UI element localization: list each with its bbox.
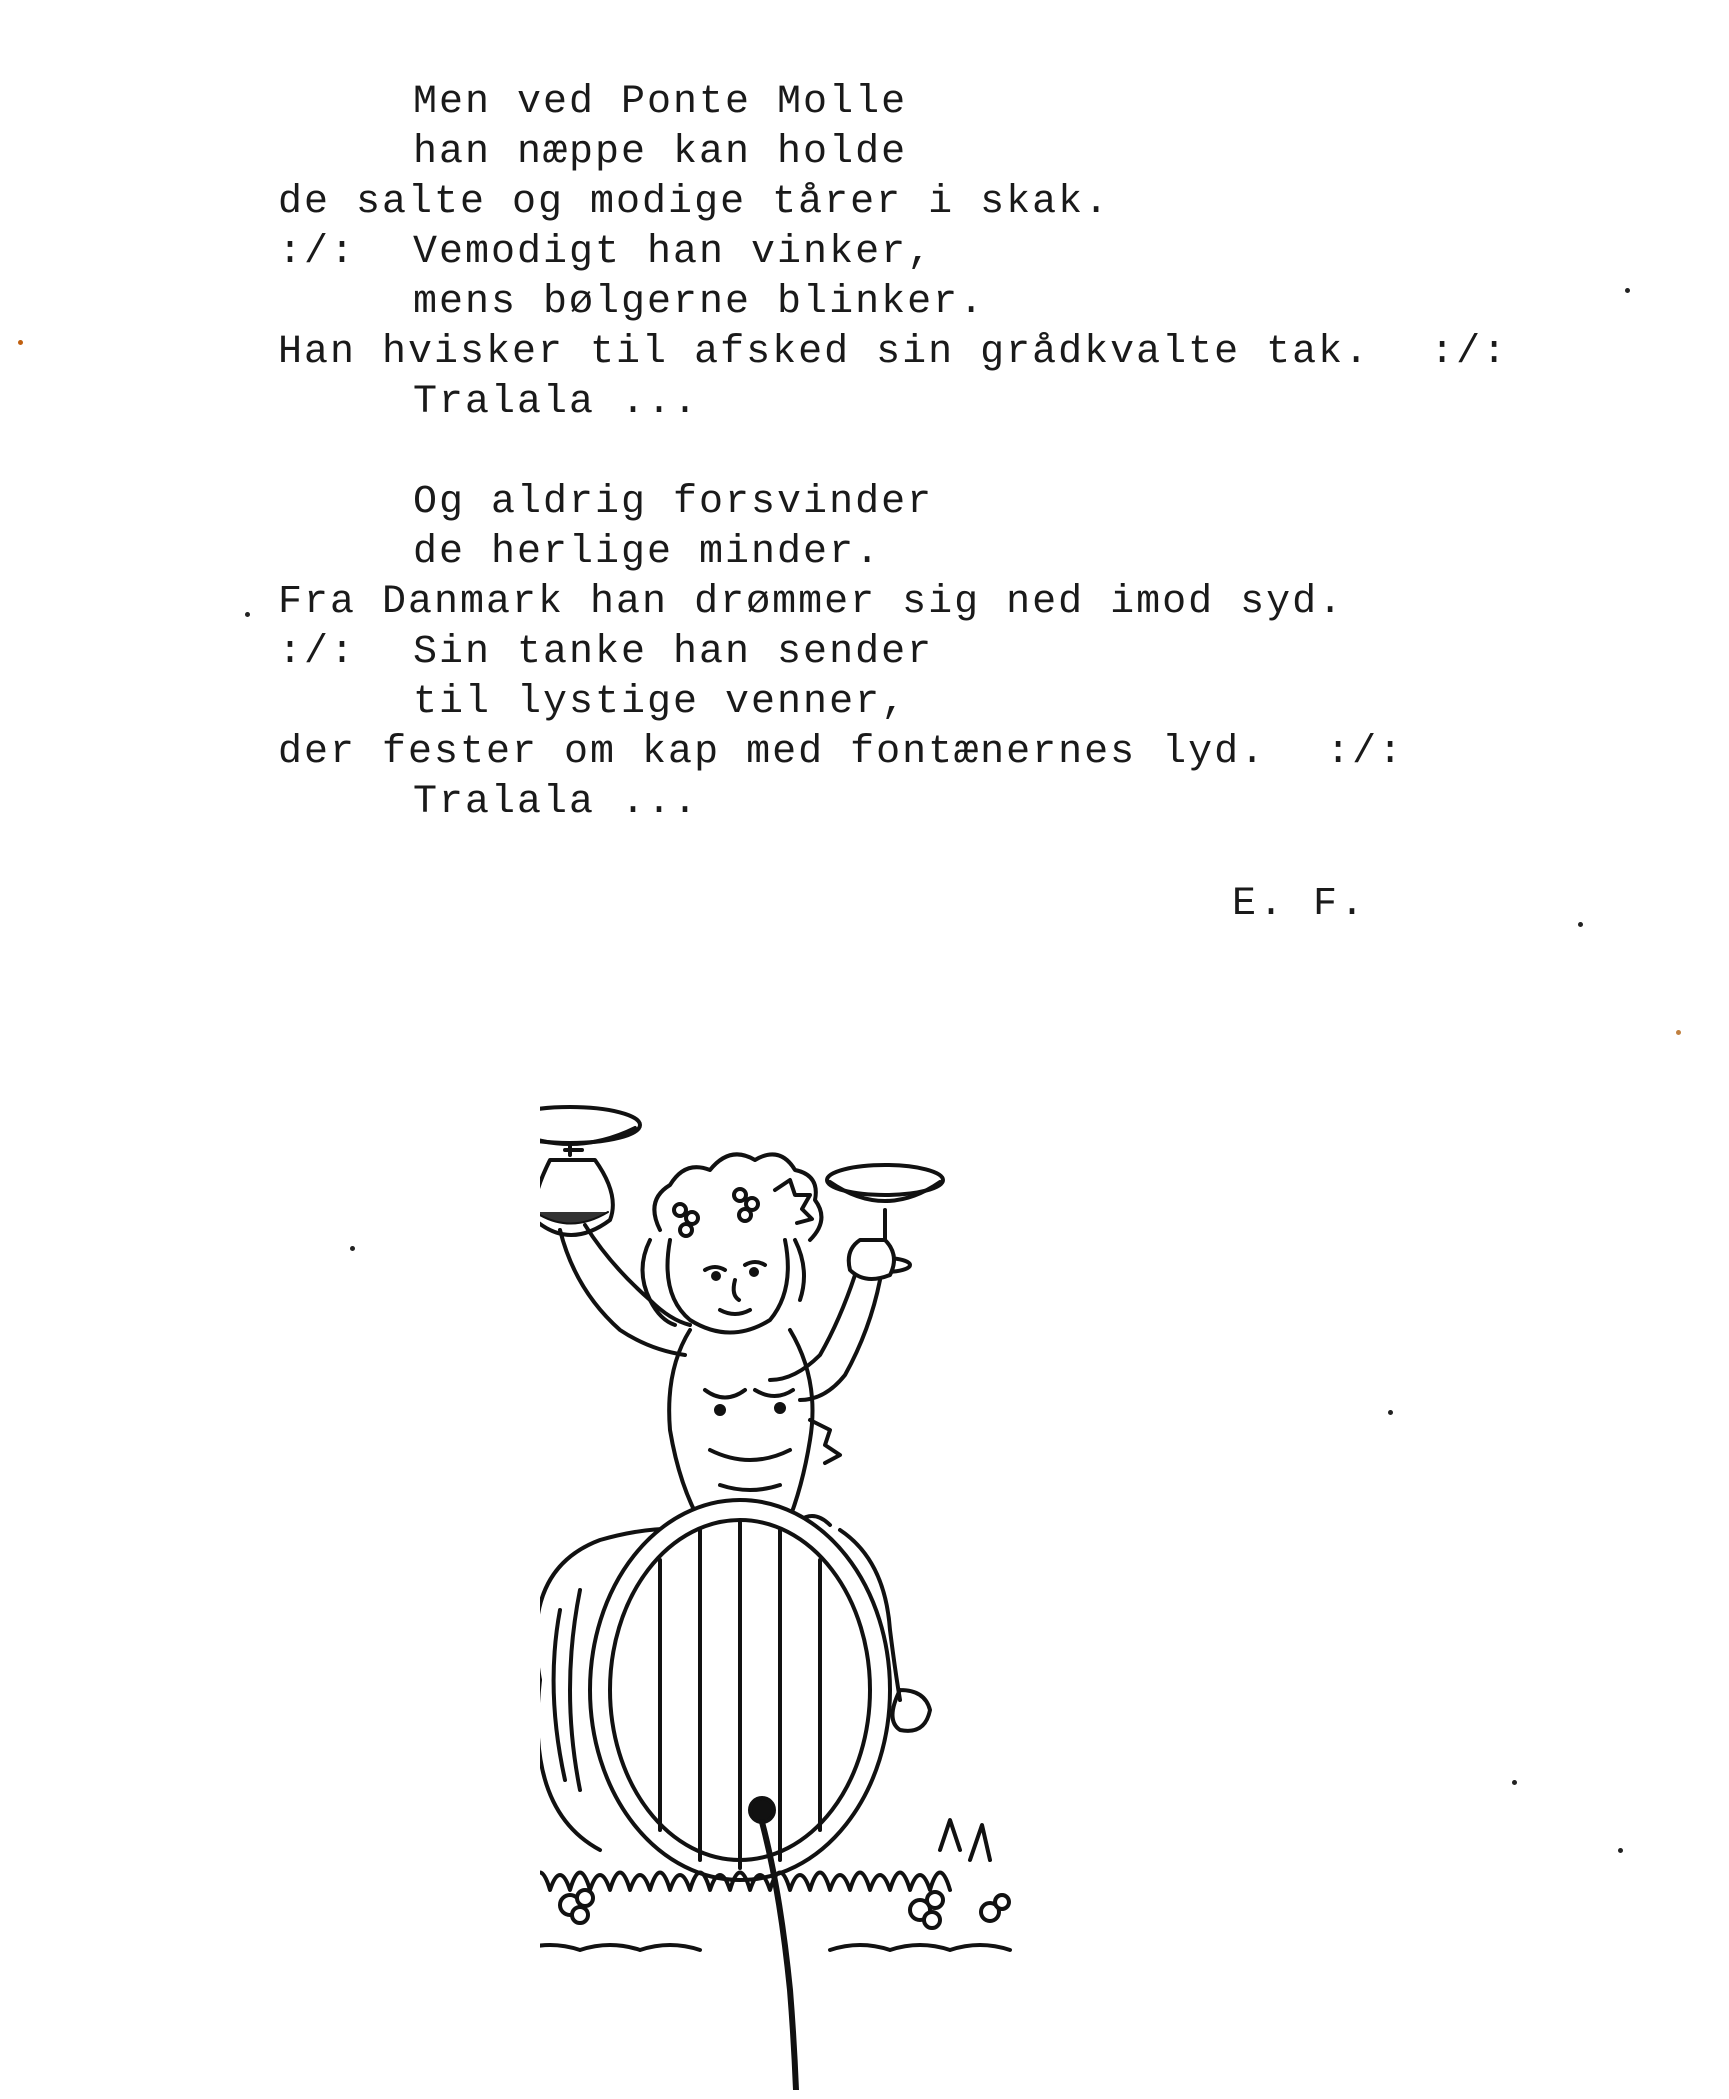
poem-line-chorus: Tralala ... [413, 780, 700, 825]
scan-speck [1388, 1410, 1393, 1415]
scan-speck [1625, 288, 1630, 293]
bacchus-on-barrel-icon [540, 1090, 1220, 2090]
poem-line-refrain-end [278, 728, 1578, 778]
poem-line: Og aldrig forsvinder [413, 480, 934, 525]
stanza-gap [278, 428, 1578, 478]
scan-speck [245, 612, 250, 617]
poem-line: de herlige minder. [413, 530, 882, 575]
poem-line-chorus: Tralala ... [413, 380, 700, 425]
scan-speck [1578, 922, 1583, 927]
poem-line-text: Sin tanke han sender [413, 630, 934, 675]
poem [278, 78, 1578, 828]
scan-speck [18, 340, 23, 345]
repeat-mark: :/: [1430, 330, 1509, 375]
poem-line-text: der fester om kap med fontænernes lyd. [278, 730, 1267, 775]
repeat-mark: :/: [278, 630, 357, 675]
poem-line: de salte og modige tårer i skak. [278, 180, 1111, 225]
scan-speck [1618, 1848, 1623, 1853]
poem-line-text: Han hvisker til afsked sin grådkvalte tak. [278, 330, 1371, 375]
poem-line-refrain [278, 228, 1578, 278]
poem-line: Fra Danmark han drømmer sig ned imod syd. [278, 580, 1345, 625]
poem-line: han næppe kan holde [413, 130, 908, 175]
poem-line-text: Vemodigt han vinker, [413, 230, 934, 275]
repeat-mark: :/: [1326, 730, 1405, 775]
scan-speck [350, 1246, 355, 1251]
stanza-1 [278, 78, 1578, 428]
repeat-mark: :/: [278, 230, 357, 275]
stanza-2 [278, 478, 1578, 828]
poem-line: mens bølgerne blinker. [413, 280, 986, 325]
poem-line-refrain [278, 628, 1578, 678]
scan-speck [1676, 1030, 1681, 1035]
poem-line: til lystige venner, [413, 680, 908, 725]
author-initials: E. F. [1232, 882, 1368, 927]
scan-speck [1512, 1780, 1517, 1785]
poem-line-refrain-end [278, 328, 1578, 378]
poem-line: Men ved Ponte Molle [413, 80, 908, 125]
